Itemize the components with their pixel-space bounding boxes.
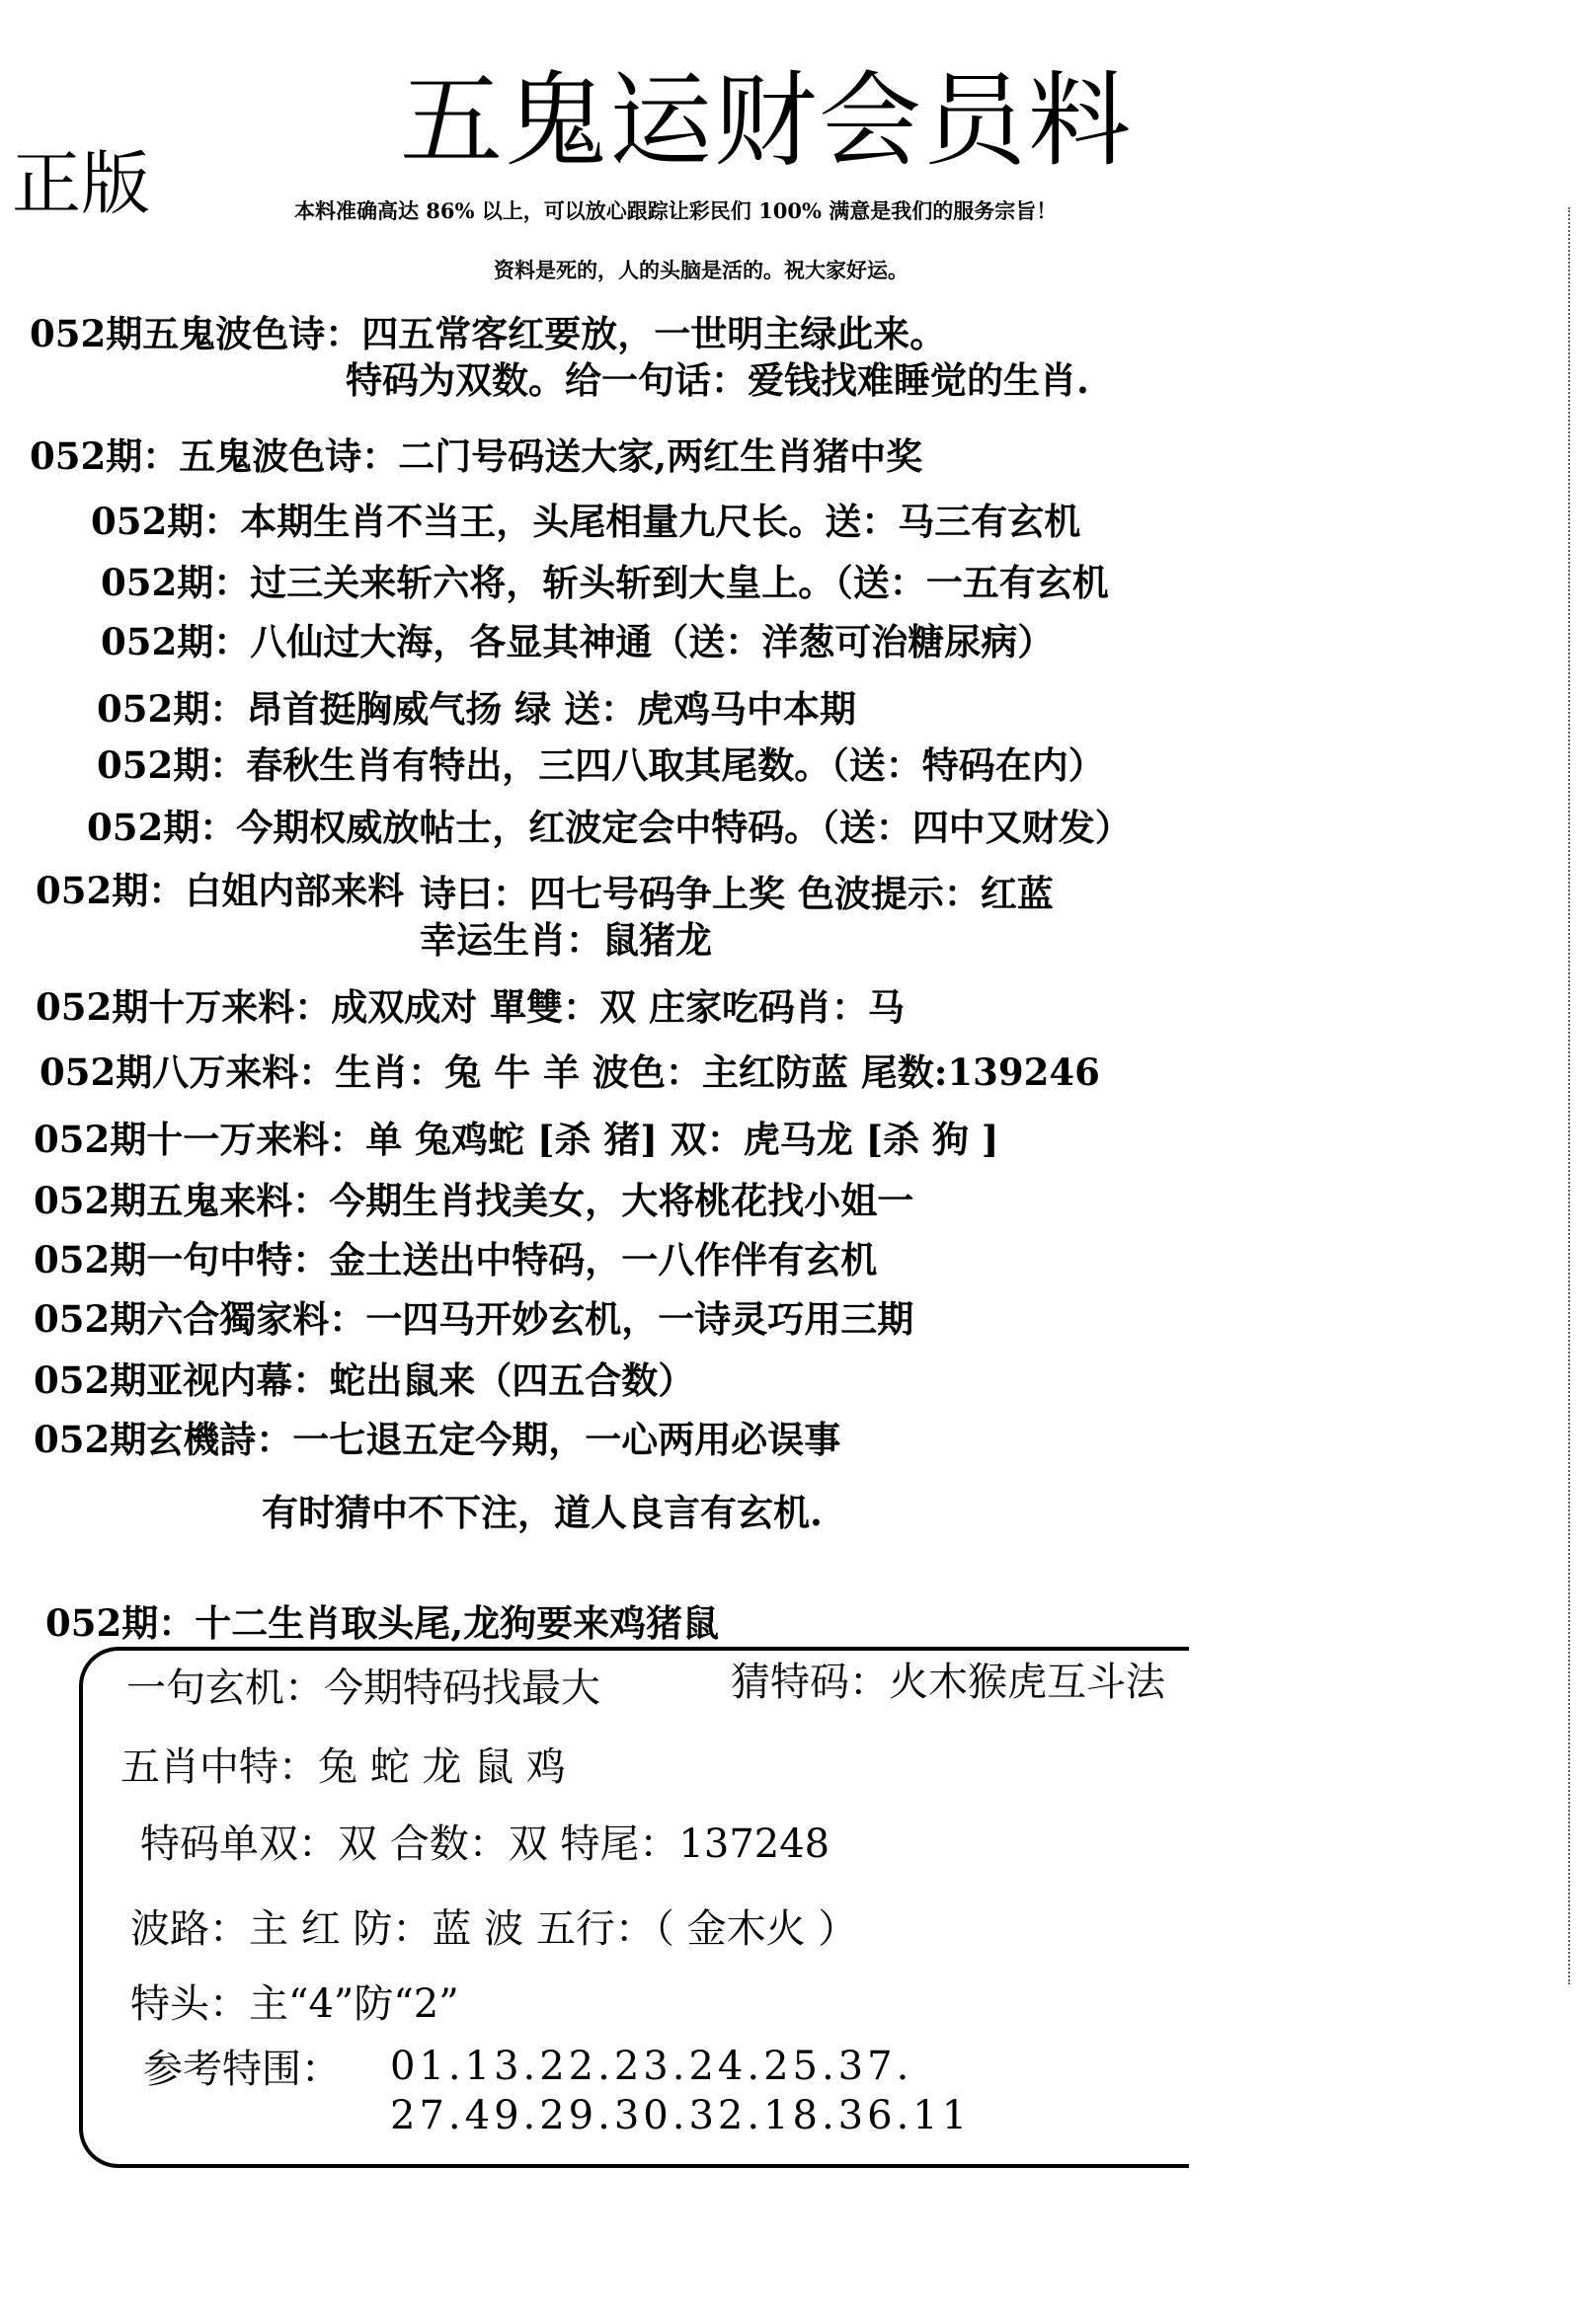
line-19: 052期亚视内幕：蛇出鼠来（四五合数） <box>34 1358 695 1402</box>
line-11: 诗曰：四七号码争上奖 色波提示：红蓝 <box>420 872 1054 915</box>
subtitle-accuracy: 本料准确高达 86% 以上，可以放心跟踪让彩民们 100% 满意是我们的服务宗旨！ <box>294 198 1058 223</box>
line-6: 052期：八仙过大海，各显其神通（送：洋葱可治糖尿病） <box>101 620 1055 663</box>
line-13: 052期十万来料：成双成对 單雙：双 庄家吃码肖：马 <box>36 985 905 1029</box>
box-ref-row1: 01.13.22.23.24.25.37. <box>390 2044 913 2089</box>
edition-label: 正版 <box>12 143 150 224</box>
line-22: 052期：十二生肖取头尾,龙狗要来鸡猪鼠 <box>45 1601 720 1645</box>
line-20: 052期玄機詩：一七退五定今期，一心两用必误事 <box>34 1418 841 1461</box>
line-12: 幸运生肖：鼠猪龙 <box>420 918 712 962</box>
box-wave: 波路：主 红 防：蓝 波 五行：（ 金木火 ） <box>130 1906 858 1952</box>
line-1: 052期五鬼波色诗：四五常客红要放，一世明主绿此来。 <box>30 312 947 355</box>
box-head: 特头：主“4”防“2” <box>130 1981 459 2027</box>
box-ref-label: 参考特围： <box>143 2047 341 2092</box>
subtitle-goodluck: 资料是死的，人的头脑是活的。祝大家好运。 <box>494 258 908 282</box>
box-five-zodiac: 五肖中特：兔 蛇 龙 鼠 鸡 <box>120 1744 566 1790</box>
box-odd-even: 特码单双：双 合数：双 特尾：137248 <box>140 1821 830 1867</box>
line-16: 052期五鬼来料：今期生肖找美女，大将桃花找小姐一 <box>34 1179 914 1222</box>
box-guess: 猜特码：火木猴虎互斗法 <box>731 1660 1165 1705</box>
line-17: 052期一句中特：金土送出中特码，一八作伴有玄机 <box>34 1238 878 1281</box>
line-4: 052期：本期生肖不当王，头尾相量九尺长。送：马三有玄机 <box>91 500 1081 543</box>
box-riddle: 一句玄机：今期特码找最大 <box>126 1666 600 1711</box>
line-2: 特码为双数。给一句话：爱钱找难睡觉的生肖. <box>346 358 1089 402</box>
line-10: 052期：白姐内部来料 <box>36 869 405 912</box>
line-18: 052期六合獨家料：一四马开妙玄机，一诗灵巧用三期 <box>34 1297 914 1341</box>
line-8: 052期：春秋生肖有特出，三四八取其尾数。（送：特码在内） <box>97 743 1105 787</box>
box-ref-row2: 27.49.29.30.32.18.36.11 <box>390 2093 972 2138</box>
line-5: 052期：过三关来斩六将，斩头斩到大皇上。（送：一五有玄机 <box>101 561 1109 604</box>
line-15: 052期十一万来料：单 兔鸡蛇 [杀 猪] 双：虎马龙 [杀 狗 ] <box>34 1118 999 1161</box>
line-9: 052期：今期权威放帖士，红波定会中特码。（送：四中又财发） <box>87 806 1132 849</box>
line-14: 052期八万来料：生肖：兔 牛 羊 波色：主红防蓝 尾数:139246 <box>40 1050 1100 1094</box>
line-7: 052期：昂首挺胸威气扬 绿 送：虎鸡马中本期 <box>97 687 856 731</box>
right-edge-marks <box>1568 207 1578 1984</box>
line-21: 有时猜中不下注，道人良言有玄机. <box>262 1491 823 1534</box>
page-title: 五鬼运财会员料 <box>400 60 1134 181</box>
line-3: 052期：五鬼波色诗：二门号码送大家,两红生肖猪中奖 <box>30 434 923 478</box>
